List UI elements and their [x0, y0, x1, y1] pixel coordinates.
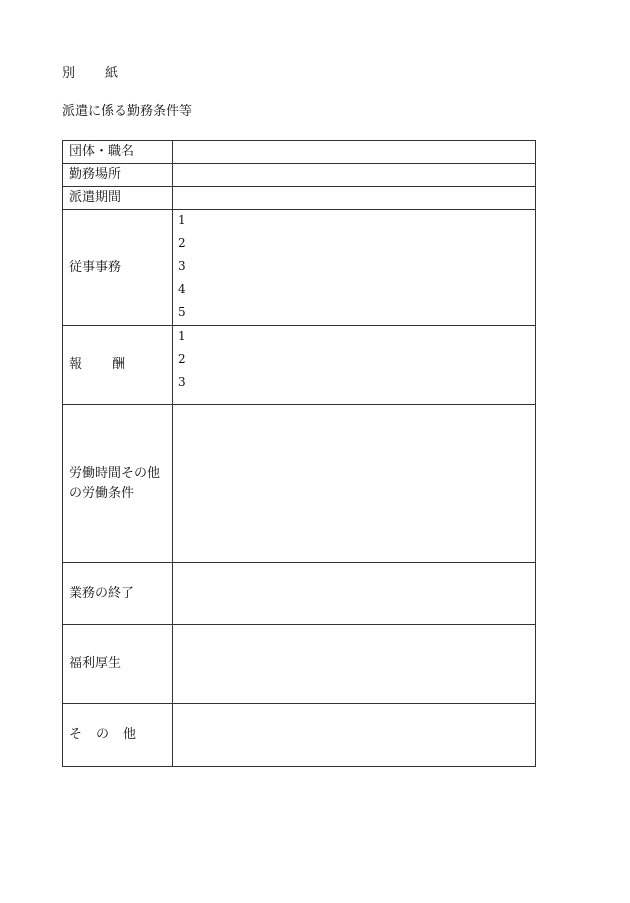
label-working-conditions: [63, 405, 173, 563]
label-welfare: 福利厚生: [63, 625, 173, 704]
other-char-1: そ: [69, 727, 83, 742]
label-workplace: 勤務場所: [63, 164, 173, 187]
row-duties: [63, 210, 536, 326]
label-organization: 団体・職名: [63, 141, 173, 164]
label-duties: 従事事務: [63, 210, 173, 326]
row-workplace: [63, 164, 536, 187]
duty-item-number: 2: [178, 236, 186, 250]
value-welfare[interactable]: [173, 625, 536, 704]
value-other[interactable]: [173, 704, 536, 767]
label-end-of-duty: 業務の終了: [63, 563, 173, 625]
row-other: [63, 704, 536, 767]
compensation-char-2: 酬: [112, 357, 126, 372]
label-compensation: [63, 326, 173, 405]
label-dispatch-period: 派遣期間: [63, 187, 173, 210]
row-compensation: [63, 326, 536, 405]
label-other: [63, 704, 173, 767]
duty-item-number: 3: [178, 259, 186, 273]
duty-item-number: 1: [178, 213, 186, 227]
compensation-item-number: 3: [178, 375, 186, 389]
compensation-char-1: 報: [69, 357, 83, 372]
document-title: 派遣に係る勤務条件等: [62, 104, 193, 119]
value-organization[interactable]: [173, 141, 536, 164]
value-end-of-duty[interactable]: [173, 563, 536, 625]
working-conditions-line-2: の労働条件: [69, 485, 135, 501]
other-char-3: 他: [123, 727, 137, 742]
value-duties[interactable]: [173, 210, 536, 326]
compensation-item-number: 1: [178, 329, 186, 343]
compensation-item-number: 2: [178, 352, 186, 366]
value-compensation[interactable]: [173, 326, 536, 405]
value-workplace[interactable]: [173, 164, 536, 187]
value-dispatch-period[interactable]: [173, 187, 536, 210]
annex-char-1: 別: [62, 66, 76, 81]
working-conditions-line-1: 労働時間その他: [69, 465, 161, 481]
other-char-2: の: [96, 727, 110, 742]
duty-item-number: 4: [178, 282, 186, 296]
annex-char-2: 紙: [105, 66, 119, 81]
row-end-of-duty: [63, 563, 536, 625]
value-working-conditions[interactable]: [173, 405, 536, 563]
dispatch-conditions-table: [62, 140, 536, 767]
row-welfare: [63, 625, 536, 704]
annex-label: [62, 66, 118, 82]
row-working-conditions: [63, 405, 536, 563]
duty-item-number: 5: [178, 305, 186, 319]
row-organization: [63, 141, 536, 164]
row-dispatch-period: [63, 187, 536, 210]
